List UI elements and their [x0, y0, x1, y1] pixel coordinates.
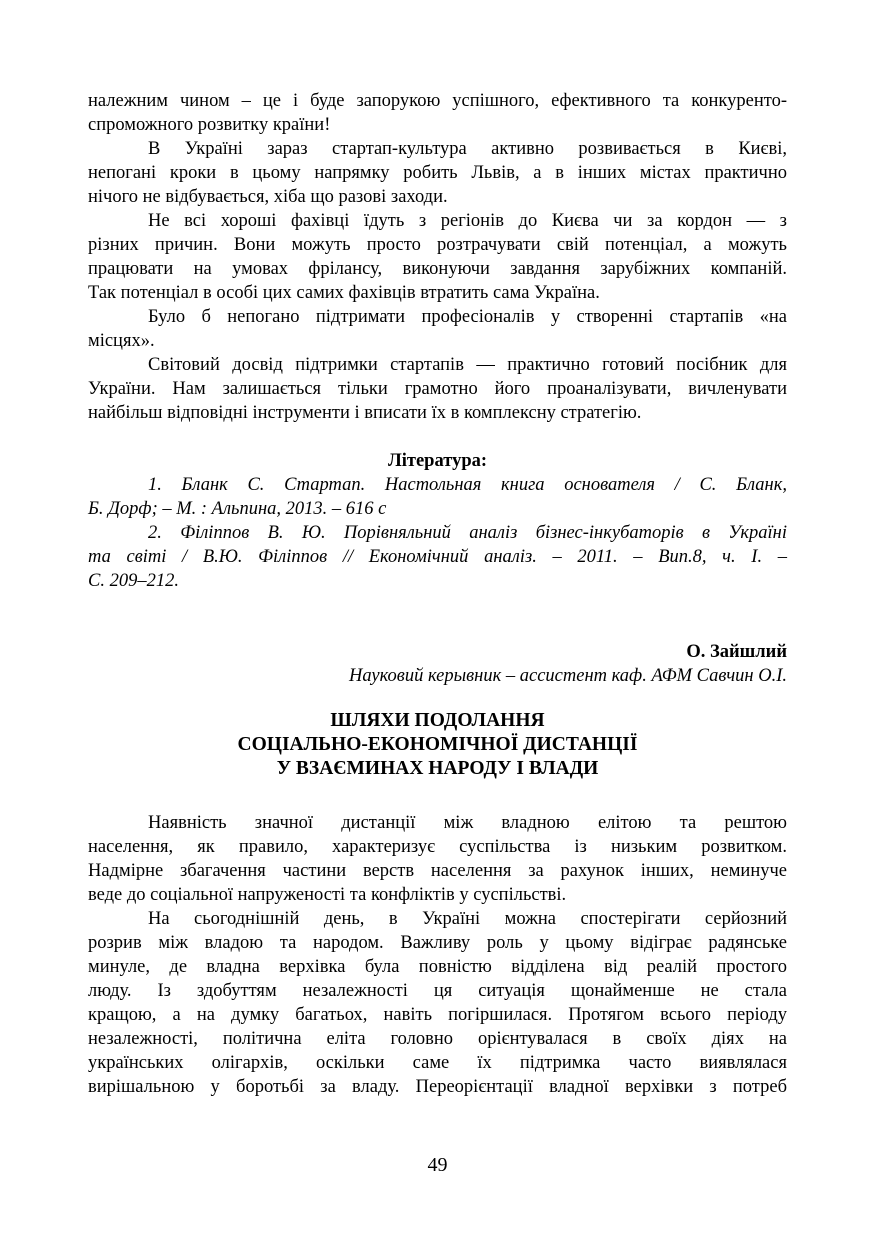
paragraph [88, 209, 787, 305]
text-line: незалежності, політична еліта головно орієнтувалася в своїх діях на [88, 1029, 787, 1049]
paragraph [88, 811, 787, 907]
text-line: населення, як правило, характеризує суспільства із низьким розвитком. [88, 837, 787, 857]
literature-list [88, 473, 787, 593]
text-line: люду. Із здобуттям незалежності ця ситуація щонайменше не стала [88, 981, 787, 1001]
author-name: О. Зайшлий [686, 642, 787, 662]
text-line: розрив між владою та народом. Важливу роль у цьому відіграє радянське [88, 933, 787, 953]
text-line: працювати на умовах фрілансу, виконуючи завдання зарубіжних компаній. [88, 259, 787, 279]
paragraph [88, 305, 787, 353]
continuation-text [88, 89, 787, 425]
text-line: Наявність значної дистанції між владною елітою та рештою [148, 813, 787, 833]
text-line: найбільш відповідні інструменти і вписати їх в комплексну стратегію. [88, 403, 642, 423]
title-line: СОЦІАЛЬНО-ЕКОНОМІЧНОЇ ДИСТАНЦІЇ [237, 734, 638, 755]
text-line: непогані кроки в цьому напрямку робить Львів, а в інших містах практично [88, 163, 787, 183]
text-line: спроможного розвитку країни! [88, 115, 331, 135]
title-line: ШЛЯХИ ПОДОЛАННЯ [330, 710, 545, 731]
text-line: місцях». [88, 331, 155, 351]
text-line: та світі / В.Ю. Філіппов // Економічний аналіз. – 2011. – Вип.8, ч. І. – [88, 547, 787, 567]
text-line: Надмірне збагачення частини верств населення за рахунок інших, неминуче [88, 861, 787, 881]
text-line: На сьогоднішній день, в Україні можна спостерігати серйозний [148, 909, 787, 929]
title-line: У ВЗАЄМИНАХ НАРОДУ І ВЛАДИ [276, 758, 599, 779]
text-line: українських олігархів, оскільки саме їх підтримка часто виявлялася [88, 1053, 787, 1073]
paragraph [88, 353, 787, 425]
article-title [88, 709, 787, 781]
page-number: 49 [427, 1154, 448, 1176]
text-line: Б. Дорф; – М. : Альпина, 2013. – 616 с [88, 499, 387, 519]
text-line: Так потенціал в особі цих самих фахівців втратить сама Україна. [88, 283, 600, 303]
text-line: С. 209–212. [88, 571, 179, 591]
text-line: Не всі хороші фахівці їдуть з регіонів до Києва чи за кордон — з [148, 211, 787, 231]
text-line: різних причин. Вони можуть просто розтрачувати свій потенціал, а можуть [88, 235, 787, 255]
text-line: 2. Філіппов В. Ю. Порівняльний аналіз бізнес-інкубаторів в Україні [148, 523, 787, 543]
text-line: Було б непогано підтримати професіоналів у створенні стартапів «на [148, 307, 787, 327]
paragraph [88, 907, 787, 1099]
paragraph [88, 521, 787, 593]
text-line: України. Нам залишається тільки грамотно його проаналізувати, вичленувати [88, 379, 787, 399]
article-body [88, 811, 787, 1099]
text-line: вирішальною у боротьбі за владу. Переорієнтації владної верхівки з потреб [88, 1077, 787, 1097]
text-line: веде до соціальної напруженості та конфліктів у суспільстві. [88, 885, 567, 905]
supervisor: Науковий керывник – ассистент каф. АФМ Савчин О.І. [349, 666, 787, 686]
paragraph [88, 137, 787, 209]
text-line: Світовий досвід підтримки стартапів — практично готовий посібник для [148, 355, 787, 375]
text-line: минуле, де владна верхівка була повністю відділена від реалій простого [88, 957, 787, 977]
text-line: кращою, а на думку багатьох, навіть погіршилася. Протягом всього періоду [88, 1005, 787, 1025]
paragraph [88, 89, 787, 137]
paragraph [88, 473, 787, 521]
text-line: нічого не відбувається, хіба що разові заходи. [88, 187, 448, 207]
text-line: належним чином – це і буде запорукою успішного, ефективного та конкуренто- [88, 91, 787, 111]
literature-heading: Література: [387, 451, 488, 471]
text-line: В Україні зараз стартап-культура активно розвивається в Києві, [148, 139, 787, 159]
text-line: 1. Бланк С. Стартап. Настольная книга основателя / С. Бланк, [148, 475, 787, 495]
